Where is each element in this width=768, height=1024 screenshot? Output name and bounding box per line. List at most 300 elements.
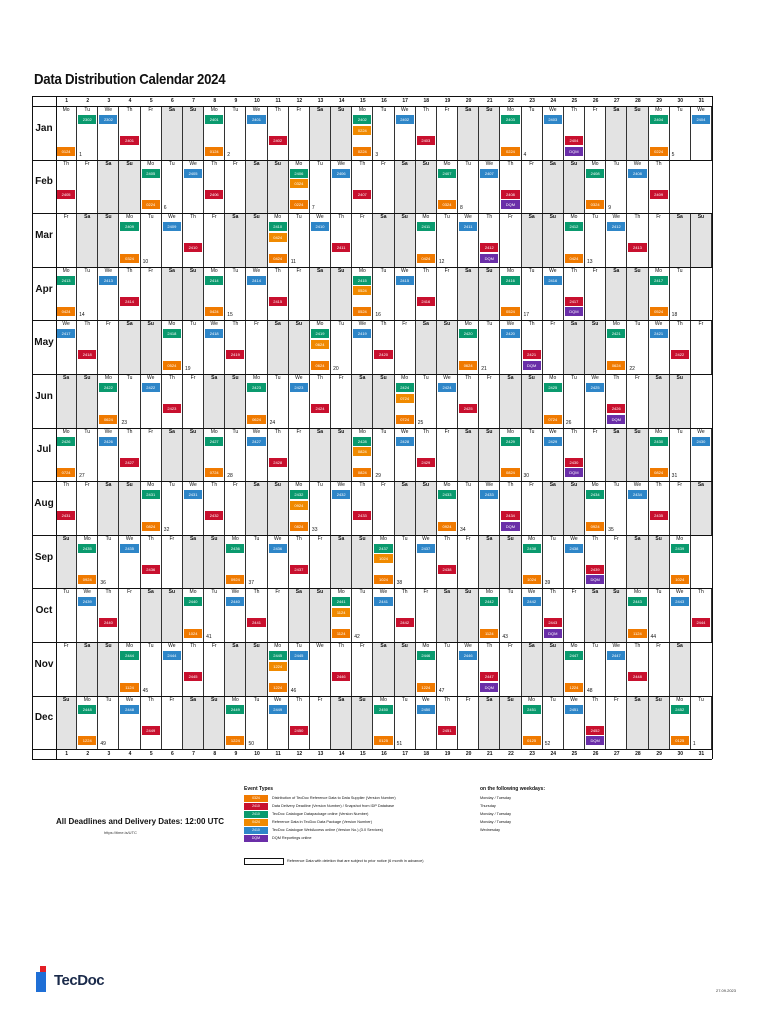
day-cell[interactable] [500,160,521,214]
day-cell[interactable] [437,160,463,214]
day-cell[interactable] [606,642,627,696]
day-cell[interactable] [564,642,593,696]
day-cell[interactable] [98,320,119,374]
day-cell[interactable] [162,481,183,535]
day-cell[interactable] [691,213,712,267]
day-cell[interactable] [183,642,204,696]
day-cell[interactable] [268,535,289,589]
day-cell[interactable] [289,267,310,321]
day-cell[interactable] [500,374,521,428]
day-cell[interactable] [416,535,437,589]
day-cell[interactable] [225,642,246,696]
day-cell[interactable] [627,588,657,642]
day-cell[interactable] [691,696,712,750]
day-cell[interactable] [246,588,267,642]
day-cell[interactable] [437,642,458,696]
day-cell[interactable] [331,535,352,589]
day-cell[interactable] [310,106,331,160]
day-cell[interactable] [98,106,119,160]
day-cell[interactable] [141,374,162,428]
day-cell[interactable] [246,696,267,750]
day-cell[interactable] [395,213,416,267]
day-cell[interactable] [479,160,500,214]
day-cell[interactable] [649,160,670,214]
day-cell[interactable] [77,106,98,160]
day-cell[interactable] [395,535,416,589]
day-cell[interactable] [585,160,611,214]
day-cell[interactable] [352,642,373,696]
day-cell[interactable] [437,320,458,374]
day-cell[interactable] [670,267,691,321]
day-cell[interactable] [331,642,352,696]
day-cell[interactable] [268,374,289,428]
day-cell[interactable] [310,160,331,214]
day-cell[interactable] [458,696,479,750]
day-cell[interactable] [522,267,543,321]
day-cell[interactable] [246,642,267,696]
day-cell[interactable] [373,160,394,214]
day-cell[interactable] [162,106,183,160]
day-cell[interactable] [352,320,373,374]
day-cell[interactable] [119,535,140,589]
day-cell[interactable] [458,106,479,160]
day-cell[interactable] [56,696,77,750]
day-cell[interactable] [119,642,149,696]
day-cell[interactable] [500,267,530,321]
day-cell[interactable] [543,696,564,750]
day-cell[interactable] [310,428,331,482]
day-cell[interactable] [458,535,479,589]
day-cell[interactable] [268,428,289,482]
day-cell[interactable] [395,642,416,696]
day-cell[interactable] [289,320,310,374]
day-cell[interactable] [56,374,77,428]
day-cell[interactable] [606,374,627,428]
day-cell[interactable] [119,481,140,535]
day-cell[interactable] [289,696,310,750]
day-cell[interactable] [437,535,458,589]
day-cell[interactable] [564,428,585,482]
day-cell[interactable] [331,696,352,750]
day-cell[interactable] [268,642,297,696]
day-cell[interactable] [437,588,458,642]
day-cell[interactable] [627,374,648,428]
day-cell[interactable] [522,428,543,482]
day-cell[interactable] [395,696,416,750]
day-cell[interactable] [649,374,670,428]
day-cell[interactable] [649,642,670,696]
day-cell[interactable] [268,588,289,642]
day-cell[interactable] [395,481,416,535]
day-cell[interactable] [162,374,183,428]
day-cell[interactable] [204,160,225,214]
day-cell[interactable] [204,320,225,374]
day-cell[interactable] [395,106,416,160]
day-cell[interactable] [119,106,140,160]
day-cell[interactable] [77,374,98,428]
day-cell[interactable] [119,320,140,374]
day-cell[interactable] [225,428,246,482]
day-cell[interactable] [204,267,233,321]
day-cell[interactable] [564,481,585,535]
day-cell[interactable] [56,481,77,535]
day-cell[interactable] [77,481,98,535]
day-cell[interactable] [373,696,403,750]
day-cell[interactable] [268,320,289,374]
day-cell[interactable] [289,428,310,482]
day-cell[interactable] [56,535,77,589]
day-cell[interactable] [352,696,373,750]
day-cell[interactable] [204,428,233,482]
day-cell[interactable] [627,267,648,321]
day-cell[interactable] [649,267,678,321]
day-cell[interactable] [437,267,458,321]
day-cell[interactable] [77,642,98,696]
day-cell[interactable] [543,106,564,160]
day-cell[interactable] [564,320,585,374]
day-cell[interactable] [691,428,712,482]
day-cell[interactable] [416,160,437,214]
day-cell[interactable] [606,696,627,750]
day-cell[interactable] [649,535,670,589]
day-cell[interactable] [98,696,119,750]
day-cell[interactable] [204,642,225,696]
day-cell[interactable] [310,213,331,267]
day-cell[interactable] [56,320,77,374]
day-cell[interactable] [670,374,691,428]
day-cell[interactable] [119,160,140,214]
day-cell[interactable] [564,160,585,214]
day-cell[interactable] [268,696,289,750]
day-cell[interactable] [204,588,225,642]
day-cell[interactable] [183,267,204,321]
day-cell[interactable] [331,588,360,642]
day-cell[interactable] [225,267,246,321]
day-cell[interactable] [479,588,508,642]
day-cell[interactable] [500,320,521,374]
day-cell[interactable] [246,160,267,214]
day-cell[interactable] [162,535,183,589]
day-cell[interactable] [246,481,267,535]
day-cell[interactable] [98,588,119,642]
day-cell[interactable] [522,160,543,214]
day-cell[interactable] [183,213,204,267]
day-cell[interactable] [352,374,373,428]
day-cell[interactable] [246,320,267,374]
day-cell[interactable] [500,106,527,160]
day-cell[interactable] [268,160,289,214]
day-cell[interactable] [331,374,352,428]
day-cell[interactable] [437,213,458,267]
day-cell[interactable] [395,374,424,428]
day-cell[interactable] [691,588,712,642]
day-cell[interactable] [141,481,170,535]
day-cell[interactable] [98,642,119,696]
day-cell[interactable] [479,428,500,482]
day-cell[interactable] [56,106,82,160]
day-cell[interactable] [416,320,437,374]
day-cell[interactable] [458,428,479,482]
day-cell[interactable] [564,696,585,750]
day-cell[interactable] [500,213,521,267]
day-cell[interactable] [98,213,119,267]
day-cell[interactable] [246,374,276,428]
day-cell[interactable] [246,213,267,267]
day-cell[interactable] [585,320,606,374]
day-cell[interactable] [649,320,670,374]
day-cell[interactable] [437,374,458,428]
day-cell[interactable] [606,588,627,642]
day-cell[interactable] [268,481,289,535]
day-cell[interactable] [268,106,289,160]
day-cell[interactable] [56,588,77,642]
day-cell[interactable] [500,481,521,535]
day-cell[interactable] [522,696,551,750]
day-cell[interactable] [522,535,551,589]
day-cell[interactable] [479,535,500,589]
day-cell[interactable] [458,213,479,267]
day-cell[interactable] [585,696,606,750]
day-cell[interactable] [119,267,140,321]
day-cell[interactable] [77,160,98,214]
day-cell[interactable] [458,320,487,374]
day-cell[interactable] [627,320,648,374]
day-cell[interactable] [289,213,310,267]
day-cell[interactable] [670,481,691,535]
day-cell[interactable] [564,213,593,267]
day-cell[interactable] [310,696,331,750]
day-cell[interactable] [331,213,352,267]
day-cell[interactable] [162,642,183,696]
day-cell[interactable] [479,696,500,750]
day-cell[interactable] [543,160,564,214]
day-cell[interactable] [162,428,183,482]
day-cell[interactable] [246,535,267,589]
day-cell[interactable] [585,213,606,267]
day-cell[interactable] [141,588,162,642]
day-cell[interactable] [77,267,98,321]
day-cell[interactable] [627,428,648,482]
day-cell[interactable] [162,320,191,374]
day-cell[interactable] [458,642,479,696]
day-cell[interactable] [183,106,204,160]
day-cell[interactable] [310,320,339,374]
day-cell[interactable] [119,696,140,750]
day-cell[interactable] [56,213,77,267]
day-cell[interactable] [395,160,416,214]
day-cell[interactable] [56,160,77,214]
day-cell[interactable] [416,481,437,535]
day-cell[interactable] [585,481,614,535]
day-cell[interactable] [479,267,500,321]
day-cell[interactable] [691,481,712,535]
day-cell[interactable] [564,535,585,589]
day-cell[interactable] [183,535,204,589]
day-cell[interactable] [225,696,254,750]
day-cell[interactable] [98,428,119,482]
day-cell[interactable] [500,642,521,696]
day-cell[interactable] [627,213,648,267]
day-cell[interactable] [564,588,585,642]
day-cell[interactable] [183,481,204,535]
day-cell[interactable] [564,374,585,428]
day-cell[interactable] [670,428,691,482]
day-cell[interactable] [458,160,479,214]
day-cell[interactable] [416,374,437,428]
day-cell[interactable] [225,213,246,267]
day-cell[interactable] [458,481,479,535]
day-cell[interactable] [479,106,500,160]
day-cell[interactable] [56,642,77,696]
day-cell[interactable] [204,213,225,267]
day-cell[interactable] [500,428,530,482]
day-cell[interactable] [416,213,445,267]
day-cell[interactable] [522,588,543,642]
day-cell[interactable] [225,106,246,160]
day-cell[interactable] [373,428,394,482]
day-cell[interactable] [373,106,394,160]
day-cell[interactable] [416,588,437,642]
day-cell[interactable] [627,106,648,160]
day-cell[interactable] [373,320,394,374]
day-cell[interactable] [670,320,691,374]
day-cell[interactable] [585,267,606,321]
day-cell[interactable] [395,588,416,642]
day-cell[interactable] [606,320,635,374]
day-cell[interactable] [585,535,606,589]
day-cell[interactable] [310,481,331,535]
day-cell[interactable] [246,267,267,321]
day-cell[interactable] [119,374,140,428]
day-cell[interactable] [437,696,458,750]
day-cell[interactable] [225,481,246,535]
day-cell[interactable] [373,642,394,696]
day-cell[interactable] [670,696,696,750]
day-cell[interactable] [225,535,254,589]
day-cell[interactable] [479,320,500,374]
day-cell[interactable] [416,267,437,321]
day-cell[interactable] [56,428,85,482]
day-cell[interactable] [500,535,521,589]
day-cell[interactable] [606,213,627,267]
day-cell[interactable] [352,213,373,267]
day-cell[interactable] [479,481,500,535]
day-cell[interactable] [204,481,225,535]
day-cell[interactable] [606,481,627,535]
day-cell[interactable] [437,106,458,160]
day-cell[interactable] [627,481,648,535]
day-cell[interactable] [331,267,352,321]
day-cell[interactable] [162,588,183,642]
day-cell[interactable] [352,535,373,589]
day-cell[interactable] [352,160,373,214]
day-cell[interactable] [458,374,479,428]
day-cell[interactable] [183,428,204,482]
day-cell[interactable] [119,213,149,267]
day-cell[interactable] [670,642,691,696]
day-cell[interactable] [141,428,162,482]
day-cell[interactable] [310,642,331,696]
day-cell[interactable] [479,213,500,267]
day-cell[interactable] [225,160,246,214]
day-cell[interactable] [204,374,225,428]
day-cell[interactable] [77,213,98,267]
day-cell[interactable] [141,160,167,214]
day-cell[interactable] [543,535,564,589]
day-cell[interactable] [310,535,331,589]
day-cell[interactable] [458,588,479,642]
day-cell[interactable] [373,213,394,267]
day-cell[interactable] [543,267,564,321]
day-cell[interactable] [246,106,267,160]
day-cell[interactable] [162,213,183,267]
day-cell[interactable] [543,213,564,267]
day-cell[interactable] [691,106,712,160]
day-cell[interactable] [141,535,162,589]
day-cell[interactable] [289,160,315,214]
day-cell[interactable] [352,481,373,535]
day-cell[interactable] [352,428,381,482]
day-cell[interactable] [479,374,500,428]
day-cell[interactable] [522,320,543,374]
day-cell[interactable] [331,106,352,160]
day-cell[interactable] [627,160,648,214]
day-cell[interactable] [141,106,162,160]
day-cell[interactable] [522,481,543,535]
day-cell[interactable] [522,642,543,696]
day-cell[interactable] [522,213,543,267]
day-cell[interactable] [98,267,119,321]
day-cell[interactable] [585,642,606,696]
day-cell[interactable] [543,481,564,535]
day-cell[interactable] [395,267,416,321]
day-cell[interactable] [670,588,691,642]
day-cell[interactable] [77,428,98,482]
day-cell[interactable] [395,320,416,374]
day-cell[interactable] [585,588,606,642]
day-cell[interactable] [162,696,183,750]
day-cell[interactable] [522,106,543,160]
day-cell[interactable] [183,696,204,750]
day-cell[interactable] [670,106,691,160]
day-cell[interactable] [649,213,670,267]
day-cell[interactable] [564,106,585,160]
day-cell[interactable] [543,642,564,696]
day-cell[interactable] [373,481,394,535]
day-cell[interactable] [98,481,119,535]
day-cell[interactable] [458,267,479,321]
day-cell[interactable] [268,267,289,321]
day-cell[interactable] [416,428,437,482]
day-cell[interactable] [225,320,246,374]
day-cell[interactable] [649,696,670,750]
day-cell[interactable] [289,588,310,642]
day-cell[interactable] [373,588,394,642]
day-cell[interactable] [162,267,183,321]
day-cell[interactable] [141,267,162,321]
day-cell[interactable] [606,106,627,160]
day-cell[interactable] [183,160,204,214]
day-cell[interactable] [141,642,162,696]
day-cell[interactable] [141,696,162,750]
day-cell[interactable] [331,481,352,535]
day-cell[interactable] [119,428,140,482]
day-cell[interactable] [310,267,331,321]
day-cell[interactable] [585,374,606,428]
day-cell[interactable] [331,320,352,374]
day-cell[interactable] [268,213,296,267]
day-cell[interactable] [649,106,675,160]
